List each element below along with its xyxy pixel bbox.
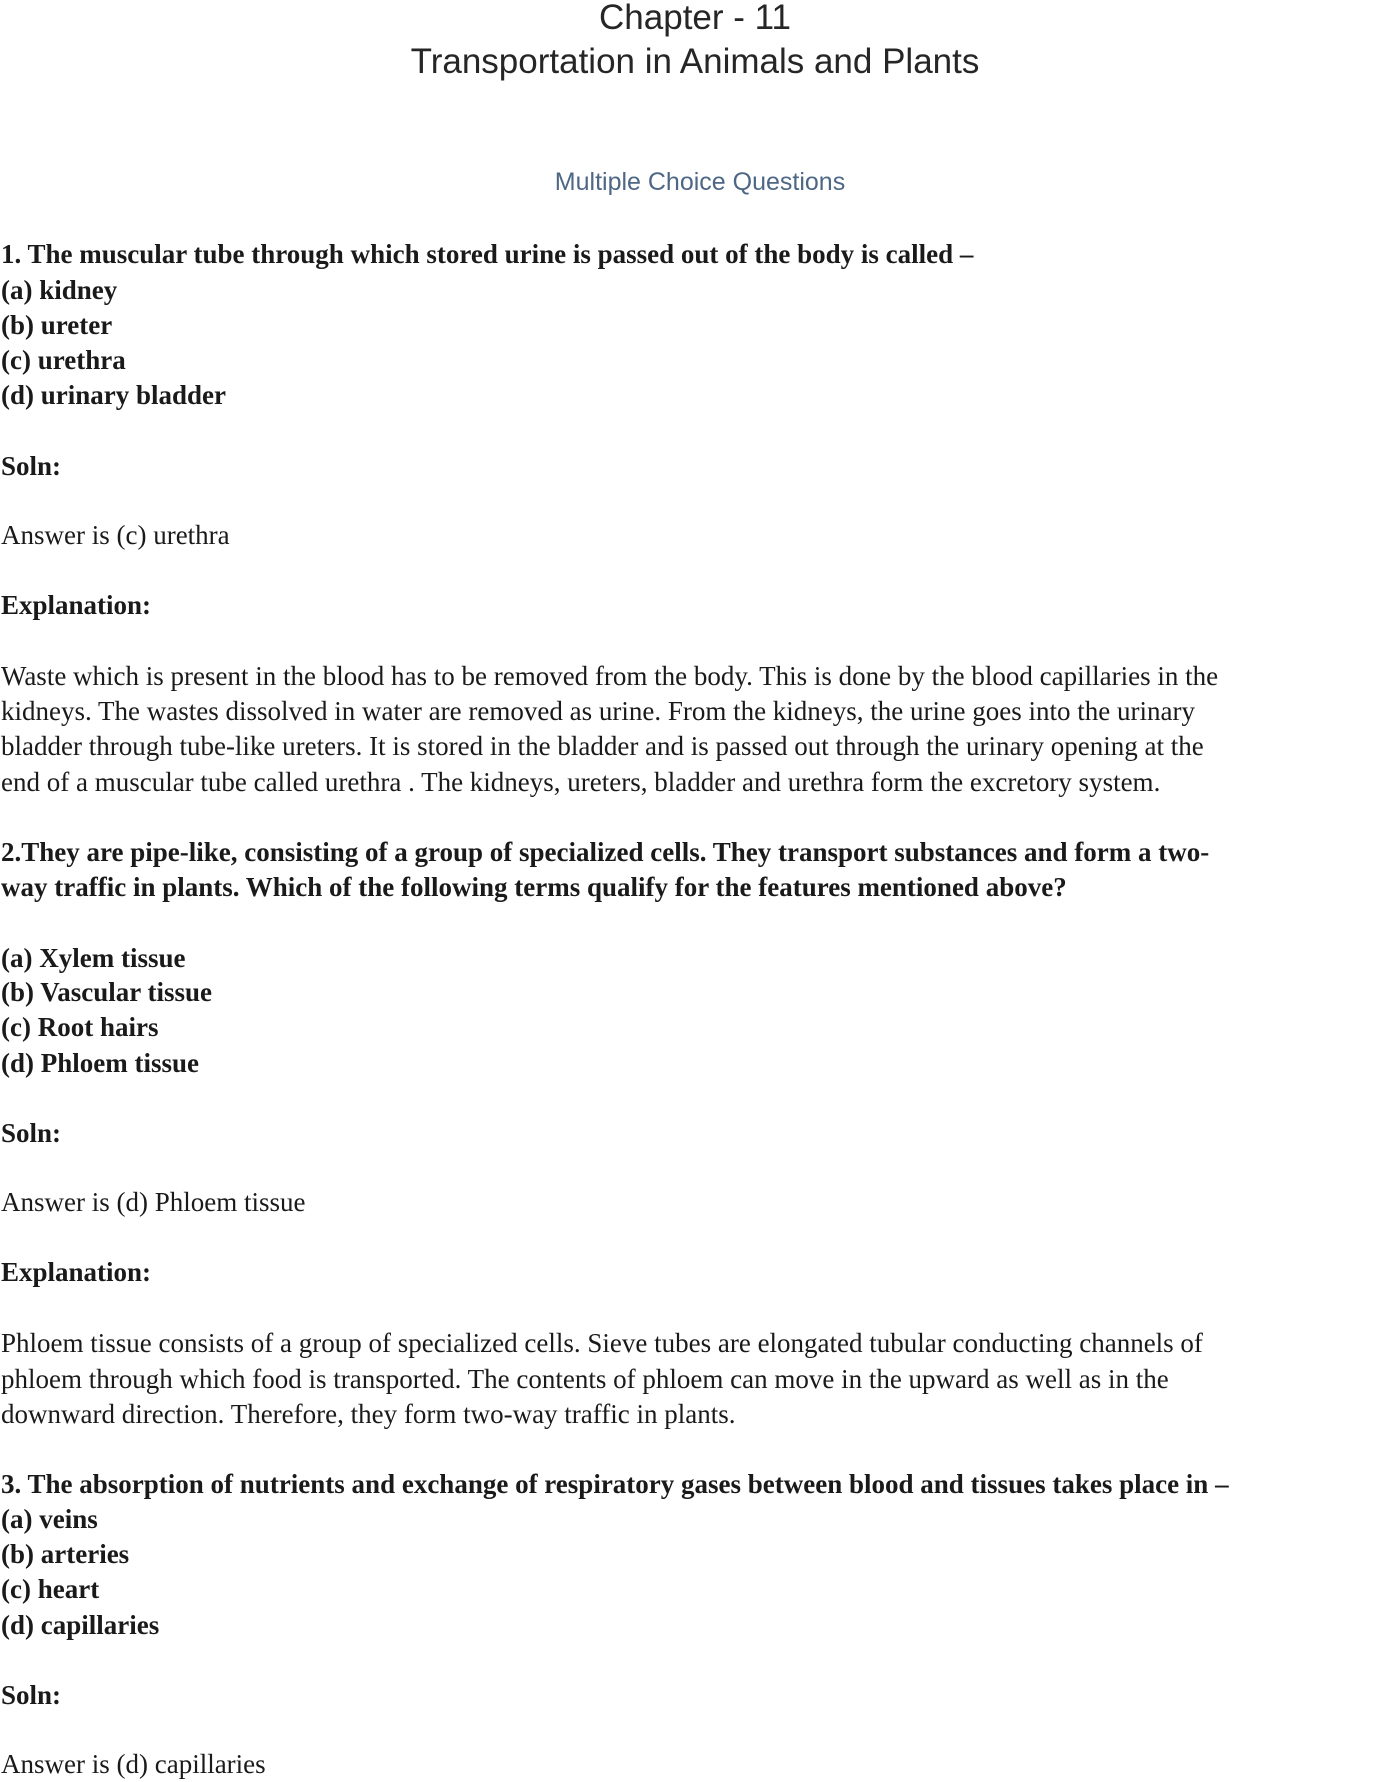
question-1-explanation-line: Waste which is present in the blood has to be removed from the body. This is done by the blood capillaries in the	[1, 661, 1219, 691]
question-2-answer: Answer is (d) Phloem tissue	[1, 1187, 306, 1217]
question-1-explanation-line: end of a muscular tube called urethra . The kidneys, ureters, bladder and urethra form the excretory system.	[1, 767, 1161, 797]
chapter-number: Chapter - 11	[599, 0, 791, 37]
question-2-option-b: (b) Vascular tissue	[1, 977, 213, 1007]
question-1-explanation-line: bladder through tube-like ureters. It is stored in the bladder and is passed out through the urinary opening at the	[1, 731, 1204, 761]
question-3-answer: Answer is (d) capillaries	[1, 1749, 266, 1779]
chapter-title: Transportation in Animals and Plants	[410, 42, 980, 81]
question-1-option-b: (b) ureter	[1, 310, 113, 340]
question-1-option-d: (d) urinary bladder	[1, 380, 227, 410]
question-1-answer: Answer is (c) urethra	[1, 520, 230, 550]
question-1-soln-label: Soln:	[1, 451, 62, 481]
question-2-soln-label: Soln:	[1, 1118, 62, 1148]
question-3-option-a: (a) veins	[1, 1504, 98, 1534]
question-2-explanation-line: downward direction. Therefore, they form two-way traffic in plants.	[1, 1399, 736, 1429]
question-3-option-b: (b) arteries	[1, 1539, 130, 1569]
question-2-explanation-line: Phloem tissue consists of a group of specialized cells. Sieve tubes are elongated tubular conducting channels of	[1, 1328, 1203, 1358]
question-2-option-c: (c) Root hairs	[1, 1012, 159, 1042]
question-2-option-a: (a) Xylem tissue	[1, 943, 186, 973]
question-2-explanation-line: phloem through which food is transported. The contents of phloem can move in the upward as well as in the	[1, 1364, 1169, 1394]
question-3-option-d: (d) capillaries	[1, 1610, 160, 1640]
question-2-option-d: (d) Phloem tissue	[1, 1048, 199, 1078]
question-1-option-a: (a) kidney	[1, 275, 118, 305]
question-1-explanation-line: kidneys. The wastes dissolved in water are removed as urine. From the kidneys, the urine goes into the urinary	[1, 696, 1195, 726]
question-3-soln-label: Soln:	[1, 1680, 62, 1710]
question-3-option-c: (c) heart	[1, 1574, 100, 1604]
question-3-text: 3. The absorption of nutrients and exchange of respiratory gases between blood and tissues takes place in –	[1, 1469, 1229, 1499]
question-1-text: 1. The muscular tube through which stored urine is passed out of the body is called –	[1, 239, 974, 269]
question-2-explanation-label: Explanation:	[1, 1257, 152, 1287]
section-heading: Multiple Choice Questions	[554, 168, 846, 196]
question-1-option-c: (c) urethra	[1, 345, 126, 375]
question-2-text: 2.They are pipe-like, consisting of a group of specialized cells. They transport substances and form a two-	[1, 837, 1210, 867]
question-2-text: way traffic in plants. Which of the following terms qualify for the features mentioned above?	[1, 872, 1067, 902]
question-1-explanation-label: Explanation:	[1, 590, 152, 620]
